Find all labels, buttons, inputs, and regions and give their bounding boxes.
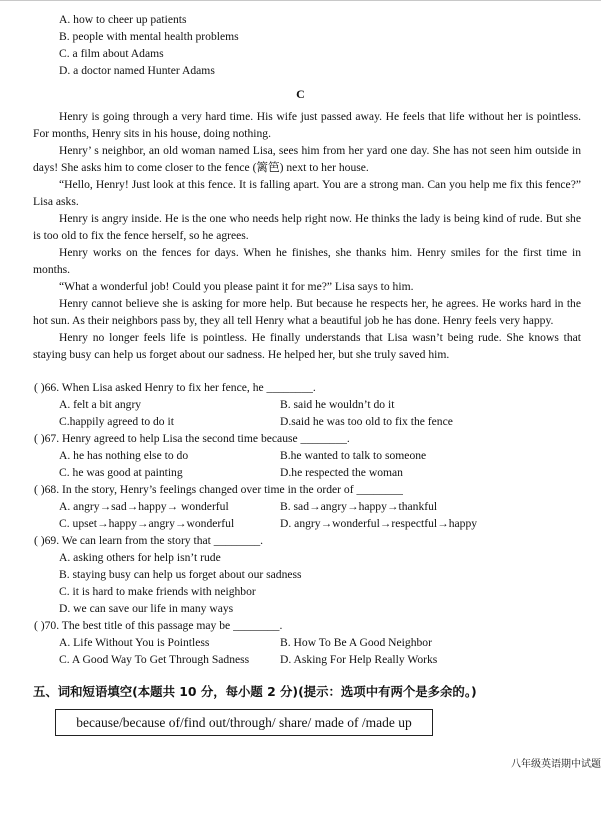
option-c: C. he was good at painting — [59, 466, 183, 479]
option-line: A. how to cheer up patients — [59, 13, 187, 26]
reading-passage — [33, 108, 581, 363]
option-a: A. felt a bit angry — [59, 398, 142, 411]
passage-paragraph: Henry is going through a very hard time. His wife just passed away. He feels that life without her is pointless. For months, Henry sits in his house, doing nothing. — [33, 110, 581, 140]
option-b: B.he wanted to talk to someone — [280, 449, 427, 462]
passage-paragraph: Henry’ s neighbor, an old woman named Lisa, sees him from her yard one day. She has not seen him outside in days! She asks him to come closer to the fence (篱笆) next to her house. — [33, 144, 581, 174]
option-d: D. Asking For Help Really Works — [280, 653, 438, 666]
question-stem: ( )69. We can learn from the story that ________. — [34, 534, 264, 547]
question-68 — [34, 481, 594, 532]
question-stem: ( )70. The best title of this passage may be ________. — [34, 619, 283, 632]
option-row — [34, 498, 594, 515]
option-d: D.he respected the woman — [280, 466, 403, 479]
passage-paragraph: Henry is angry inside. He is the one who needs help right now. He thinks the lady is being kind of rude. But she is too old to fix the fence herself, so he agrees. — [33, 212, 581, 242]
word-bank-box: because/because of/find out/through/ share/ made of /made up — [55, 709, 433, 736]
option-a: A. angry→sad→happy→ wonderful — [59, 500, 229, 513]
passage-paragraph: Henry works on the fences for days. When he finishes, she thanks him. Henry smiles for the first time in months. — [33, 246, 581, 276]
option-row — [34, 464, 594, 481]
option-row — [34, 413, 594, 430]
option-row — [34, 651, 594, 668]
option-c: C. upset→happy→angry→wonderful — [59, 517, 235, 530]
option-b: B. staying busy can help us forget about our sadness — [59, 568, 302, 581]
top-border-line — [0, 0, 601, 1]
option-line: B. people with mental health problems — [59, 30, 239, 43]
option-row — [34, 447, 594, 464]
question-66 — [34, 379, 594, 430]
question-69 — [34, 532, 594, 617]
option-row — [34, 515, 594, 532]
option-d: D.said he was too old to fix the fence — [280, 415, 453, 428]
section-c-title: C — [296, 87, 305, 101]
previous-question-options — [59, 11, 239, 79]
question-list — [34, 379, 594, 668]
passage-paragraph: Henry cannot believe she is asking for more help. But because he respects her, he agrees. He works hard in the hot sun. As their neighbors pass by, they all tell Henry what a beautiful job he has done. Henry feels very happy. — [33, 297, 581, 327]
option-c: C. it is hard to make friends with neighbor — [59, 585, 256, 598]
page-footer: 八年级英语期中试题 — [511, 759, 601, 770]
question-stem: ( )68. In the story, Henry’s feelings changed over time in the order of ________ — [34, 483, 403, 496]
option-c: C. A Good Way To Get Through Sadness — [59, 653, 250, 666]
option-d: D. we can save our life in many ways — [59, 602, 234, 615]
option-c: C.happily agreed to do it — [59, 415, 174, 428]
question-stem: ( )67. Henry agreed to help Lisa the second time because ________. — [34, 432, 350, 445]
passage-paragraph: “Hello, Henry! Just look at this fence. It is falling apart. You are a strong man. Can you help me fix this fence?” Lisa asks. — [33, 178, 581, 208]
option-a: A. asking others for help isn’t rude — [59, 551, 221, 564]
option-row — [34, 396, 594, 413]
option-d: D. angry→wonderful→respectful→happy — [280, 517, 478, 530]
option-row — [34, 634, 594, 651]
option-b: B. said he wouldn’t do it — [280, 398, 395, 411]
passage-paragraph: Henry no longer feels life is pointless. He finally understands that Lisa wasn’t being rude. She knows that staying busy can help us forget about our sadness. He helped her, but she truly saved him. — [33, 331, 581, 361]
passage-paragraph: “What a wonderful job! Could you please paint it for me?” Lisa says to him. — [59, 280, 414, 293]
question-67 — [34, 430, 594, 481]
option-line: D. a doctor named Hunter Adams — [59, 64, 215, 77]
option-a: A. Life Without You is Pointless — [59, 636, 210, 649]
question-70 — [34, 617, 594, 668]
option-a: A. he has nothing else to do — [59, 449, 189, 462]
option-b: B. How To Be A Good Neighbor — [280, 636, 432, 649]
option-b: B. sad→angry→happy→thankful — [280, 500, 438, 513]
question-stem: ( )66. When Lisa asked Henry to fix her fence, he ________. — [34, 381, 316, 394]
section-5-heading: 五、词和短语填空(本题共 10 分，每小题 2 分)(提示：选项中有两个是多余的。) — [33, 684, 477, 699]
option-line: C. a film about Adams — [59, 47, 164, 60]
